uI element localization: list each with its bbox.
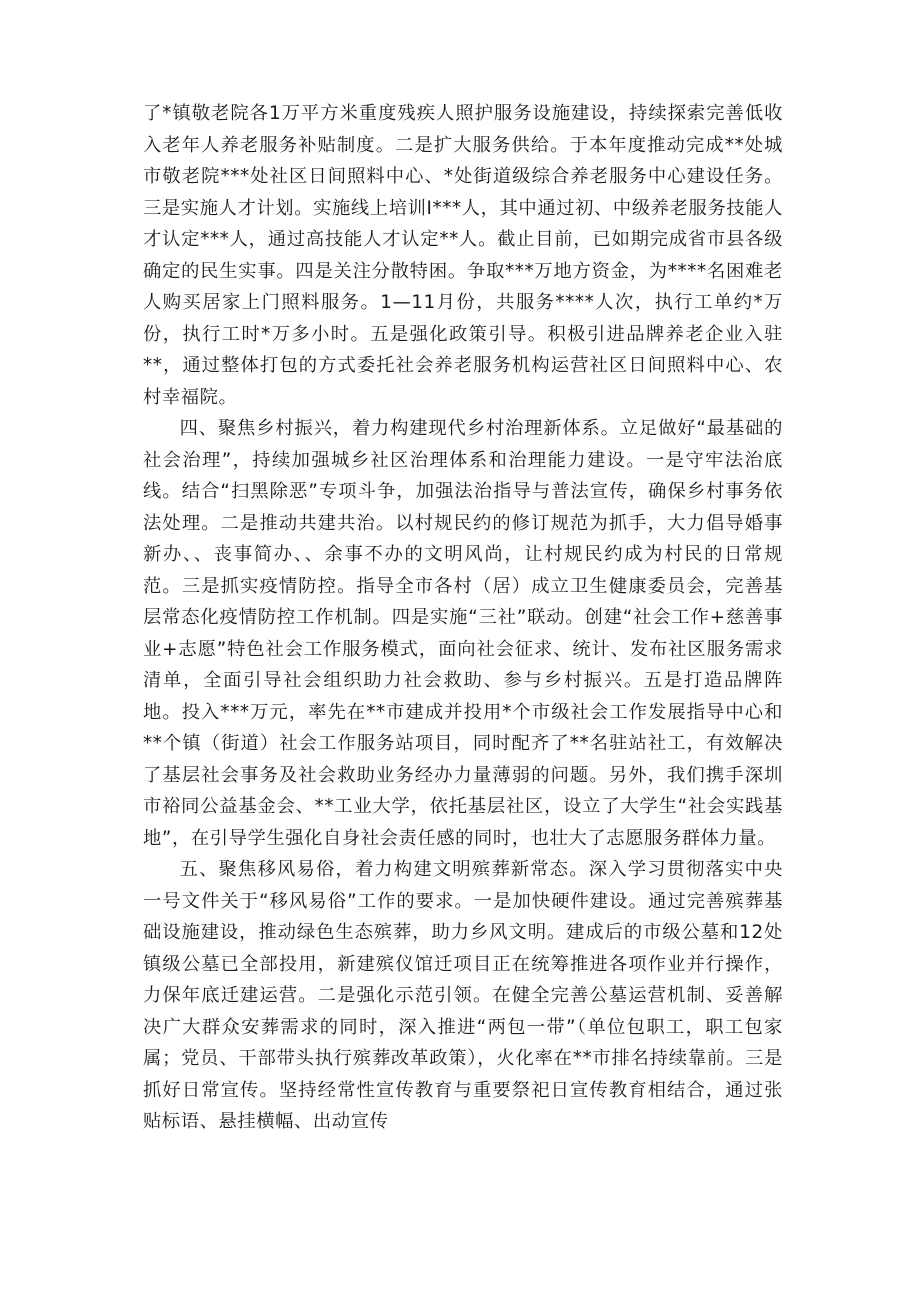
paragraph-elderly-care-continued: 了*镇敬老院各1万平方米重度残疾人照护服务设施建设，持续探索完善低收入老年人养老服务补贴制度。二是扩大服务供给。于本年度推动完成**处城市敬老院***处社区日间照料中心、*处街道级综合养老服务中心建设任务。三是实施人才计划。实施线上培训I***人，其中通过初、中级养老服务技能人才认定***人，通过高技能人才认定**人。截止目前，已如期完成省市县各级确定的民生实事。四是关注分散特困。争取***万地方资金，为****名困难老人购买居家上门照料服务。1—11月份，共服务****人次，执行工单约*万份，执行工时*万多小时。五是强化政策引导。积极引进品牌养老企业入驻**，通过整体打包的方式委托社会养老服务机构运营社区日间照料中心、农村幸福院。	[143, 103, 783, 408]
paragraph-rural-revitalization: 四、聚焦乡村振兴，着力构建现代乡村治理新体系。立足做好“最基础的社会治理”，持续加强城乡社区治理体系和治理能力建设。一是守牢法治底线。结合“扫黑除恶”专项斗争，加强法治指导与普法宣传，确保乡村事务依法处理。二是推动共建共治。以村规民约的修订规范为抓手，大力倡导婚事新办、、丧事简办、、余事不办的文明风尚，让村规民约成为村民的日常规范。三是抓实疫情防控。指导全市各村（居）成立卫生健康委员会，完善基层常态化疫情防控工作机制。四是实施“三社”联动。创建“社会工作+慈善事业+志愿”特色社会工作服务模式，面向社会征求、统计、发布社区服务需求清单，全面引导社会组织助力社会救助、参与乡村振兴。五是打造品牌阵地。投入***万元，率先在**市建成并投用*个市级社会工作发展指导中心和**个镇（街道）社会工作服务站项目，同时配齐了**名驻站社工，有效解决了基层社会事务及社会救助业务经办力量薄弱的问题。另外，我们携手深圳市裕同公益基金会、**工业大学，依托基层社区，设立了大学生“社会实践基地”，在引导学生强化自身社会责任感的同时，也壮大了志愿服务群体力量。	[143, 418, 783, 849]
document-body	[143, 98, 783, 1138]
paragraph-funeral-reform: 五、聚焦移风易俗，着力构建文明殡葬新常态。深入学习贯彻落实中央一号文件关于“移风易俗”工作的要求。一是加快硬件建设。通过完善殡葬基础设施建设，推动绿色生态殡葬，助力乡风文明。建成后的市级公墓和12处镇级公墓已全部投用，新建殡仪馆迁项目正在统筹推进各项作业并行操作，力保年底迁建运营。二是强化示范引领。在健全完善公墓运营机制、妥善解决广大群众安葬需求的同时，深入推进“两包一带”（单位包职工，职工包家属；党员、干部带头执行殡葬改革政策），火化率在**市排名持续靠前。三是抓好日常宣传。坚持经常性宣传教育与重要祭祀日宣传教育相结合，通过张贴标语、悬挂横幅、出动宣传	[143, 859, 783, 1132]
